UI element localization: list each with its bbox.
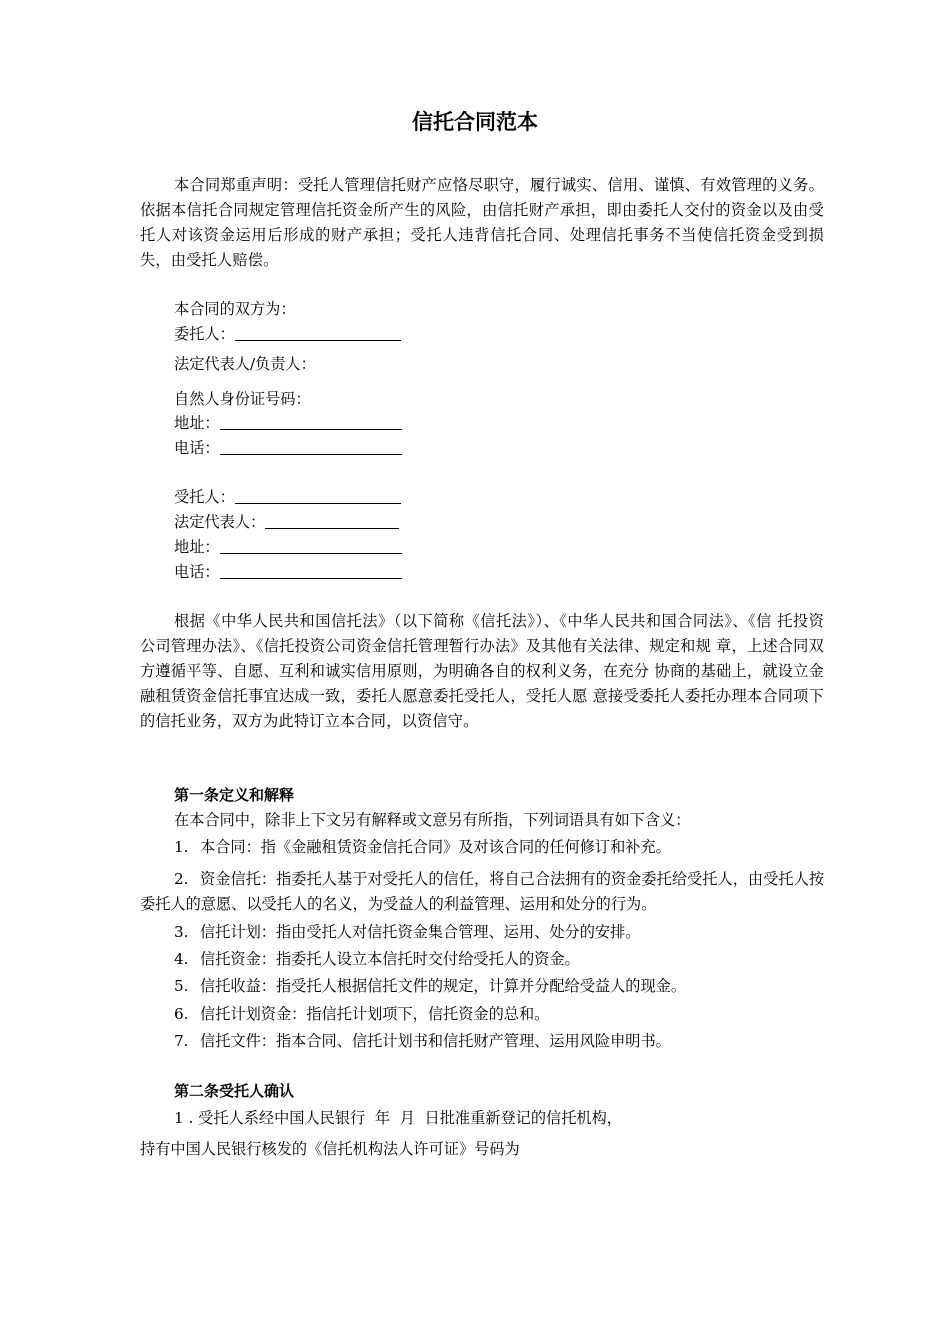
- article1-heading: 第一条定义和解释: [174, 786, 295, 804]
- trustee-address-line: [174, 536, 402, 558]
- definition-number: 6.: [174, 1005, 189, 1023]
- article2-line1: 1 . 受托人系经中国人民银行 年 月 日批准重新登记的信托机构，: [174, 1109, 622, 1127]
- document-title: 信托合同范本: [412, 110, 538, 134]
- article2-heading: 第二条受托人确认: [174, 1082, 295, 1100]
- trustor-id-line: [174, 388, 311, 410]
- definition-number: 7.: [174, 1032, 189, 1050]
- definition-text: 信托计划资金：指信托计划项下，信托资金的总和。: [200, 1005, 550, 1023]
- trustor-rep-line: [174, 353, 316, 375]
- definition-number: 2.: [174, 870, 189, 888]
- trustor-phone-blank[interactable]: [220, 438, 402, 455]
- article1-intro: 在本合同中，除非上下文另有解释或文意另有所指，下列词语具有如下含义：: [174, 811, 691, 829]
- trustor-id-label: 自然人身份证号码：: [174, 390, 311, 408]
- trustor-address-blank[interactable]: [220, 413, 402, 430]
- definition-number: 3.: [174, 923, 189, 941]
- declaration-paragraph: 本合同郑重声明：受托人管理信托财产应恪尽职守，履行诚实、信用、谨慎、有效管理的义务。依据本信托合同规定管理信托资金所产生的风险，由信托财产承担，即由委托人交付的资金以及由受托人对该资金运用后形成的财产承担；受托人违背信托合同、处理信托事务不当使信托资金受到损失，由受托人赔偿。: [140, 176, 824, 269]
- trustee-rep-blank[interactable]: [265, 512, 399, 529]
- trustee-name-label: 受托人：: [174, 488, 235, 506]
- definition-text: 本合同：指《金融租赁资金信托合同》及对该合同的任何修订和补充。: [200, 838, 671, 856]
- trustor-name-label: 委托人：: [174, 325, 235, 343]
- definition-item: [174, 921, 640, 943]
- trustee-name-blank[interactable]: [235, 487, 401, 504]
- definition-number: 1.: [174, 838, 189, 856]
- parties-intro: 本合同的双方为：: [174, 300, 296, 318]
- trustee-phone-blank[interactable]: [220, 562, 402, 579]
- trustor-name-blank[interactable]: [235, 324, 401, 341]
- definition-item: [174, 836, 671, 858]
- trustee-phone-label: 电话：: [174, 563, 220, 581]
- trustor-name-line: [174, 323, 401, 345]
- definition-item: [140, 867, 824, 917]
- definition-item: [174, 1003, 549, 1025]
- trustee-address-blank[interactable]: [220, 537, 402, 554]
- definition-text: 信托计划：指由受托人对信托资金集合管理、运用、处分的安排。: [200, 923, 641, 941]
- trustee-rep-line: [174, 511, 399, 533]
- definition-text: 资金信托：指委托人基于对受托人的信任，将自己合法拥有的资金委托给受托人，由受托人按委托人的意愿、以受托人的名义，为受益人的利益管理、运用和处分的行为。: [140, 870, 824, 913]
- trustee-address-label: 地址：: [174, 538, 220, 556]
- definition-text: 信托文件：指本合同、信托计划书和信托财产管理、运用风险申明书。: [200, 1032, 671, 1050]
- trustor-rep-label: 法定代表人/负责人：: [174, 355, 316, 373]
- definition-text: 信托资金：指委托人设立本信托时交付给受托人的资金。: [200, 950, 580, 968]
- definition-item: [174, 975, 686, 997]
- definition-text: 信托收益：指受托人根据信托文件的规定，计算并分配给受益人的现金。: [200, 977, 686, 995]
- trustee-phone-line: [174, 561, 402, 583]
- article2-line2: 持有中国人民银行核发的《信托机构法人许可证》号码为: [140, 1140, 520, 1158]
- trustor-phone-line: [174, 437, 402, 459]
- definition-item: [174, 948, 580, 970]
- basis-paragraph: 根据《中华人民共和国信托法》（以下简称《信托法》）、《中华人民共和国合同法》、《信 托投资公司管理办法》、《信托投资公司资金信托管理暂行办法》及其他有关法律、规定和规 章，上述合同双方遵循平等、自愿、互利和诚实信用原则，为明确各自的权利义务，在充分 协商的基础上，就设立金融租赁资金信托事宜达成一致，委托人愿意委托受托人，受托人愿 意接受委托人委托办理本合同项下的信托业务，双方为此特订立本合同，以资信守。: [140, 612, 824, 730]
- trustee-rep-label: 法定代表人：: [174, 513, 266, 531]
- trustor-address-label: 地址：: [174, 414, 220, 432]
- definition-item: [174, 1030, 671, 1052]
- trustor-phone-label: 电话：: [174, 439, 220, 457]
- definition-number: 5.: [174, 977, 189, 995]
- trustor-address-line: [174, 412, 402, 434]
- trustee-name-line: [174, 486, 401, 508]
- definition-number: 4.: [174, 950, 189, 968]
